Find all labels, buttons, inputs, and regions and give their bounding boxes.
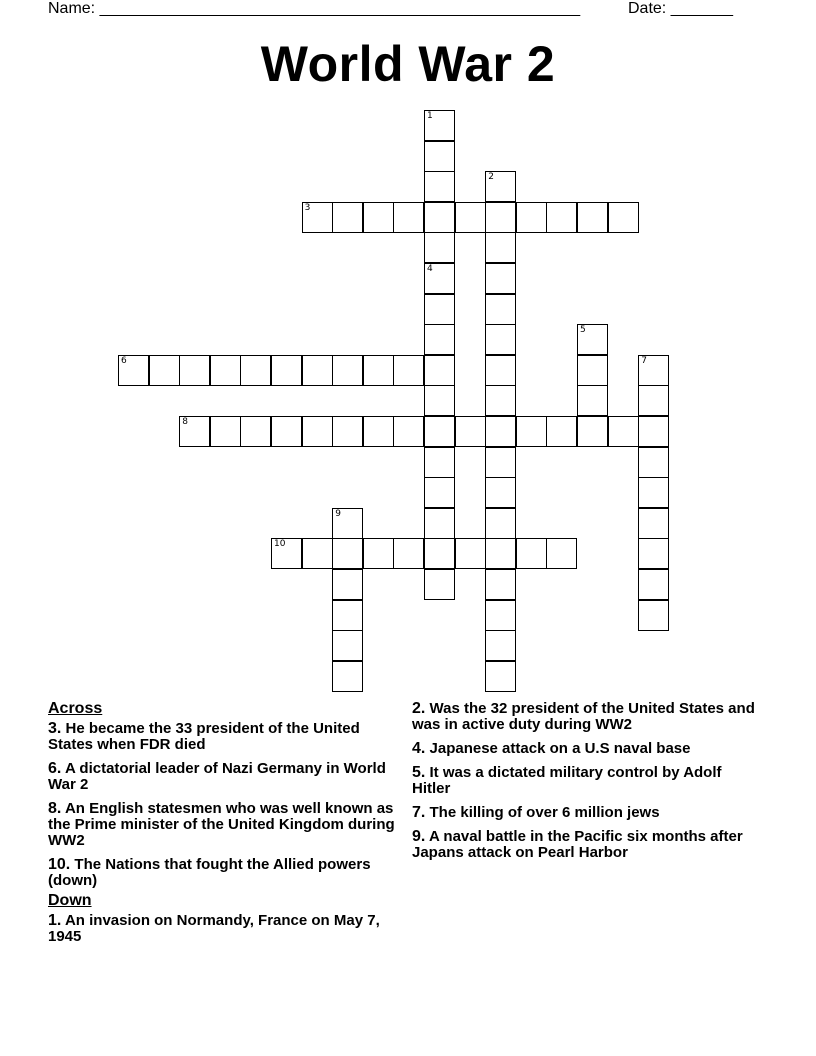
page-title: World War 2 bbox=[260, 36, 556, 92]
crossword-cell[interactable] bbox=[240, 416, 271, 447]
crossword-cell[interactable] bbox=[485, 477, 516, 508]
crossword-cell[interactable] bbox=[363, 416, 394, 447]
crossword-cell[interactable] bbox=[485, 355, 516, 386]
crossword-cell[interactable] bbox=[424, 110, 455, 141]
name-label: Name: bbox=[48, 0, 100, 17]
crossword-cell[interactable] bbox=[332, 508, 363, 539]
crossword-cell[interactable] bbox=[485, 569, 516, 600]
clue-number-label: 6 bbox=[121, 355, 127, 366]
clue-number-label: 10 bbox=[274, 539, 286, 550]
crossword-cell[interactable] bbox=[271, 355, 302, 386]
crossword-cell[interactable] bbox=[424, 141, 455, 172]
crossword-cell[interactable] bbox=[424, 355, 455, 386]
crossword-cell[interactable] bbox=[363, 202, 394, 233]
clue-down: 9. A naval battle in the Pacific six months after Japans attack on Pearl Harbor bbox=[412, 828, 743, 861]
crossword-cell[interactable] bbox=[393, 355, 424, 386]
crossword-cell[interactable] bbox=[638, 508, 669, 539]
crossword-cell[interactable] bbox=[546, 538, 577, 569]
date-label: Date: bbox=[628, 0, 671, 17]
crossword-cell[interactable] bbox=[332, 600, 363, 631]
crossword-cell[interactable] bbox=[455, 416, 486, 447]
crossword-cell[interactable] bbox=[577, 202, 608, 233]
crossword-cell[interactable] bbox=[577, 416, 608, 447]
clue-down: 7. The killing of over 6 million jews bbox=[412, 804, 660, 821]
crossword-cell[interactable] bbox=[638, 600, 669, 631]
crossword-cell[interactable] bbox=[424, 508, 455, 539]
crossword-cell[interactable] bbox=[332, 202, 363, 233]
crossword-cell[interactable] bbox=[485, 416, 516, 447]
clue-down: 1. An invasion on Normandy, France on May 7, 1945 bbox=[48, 912, 380, 945]
crossword-cell[interactable] bbox=[393, 538, 424, 569]
crossword-cell[interactable] bbox=[424, 324, 455, 355]
crossword-cell[interactable] bbox=[332, 416, 363, 447]
crossword-cell[interactable] bbox=[424, 263, 455, 294]
crossword-cell[interactable] bbox=[424, 294, 455, 325]
crossword-cell[interactable] bbox=[608, 202, 639, 233]
crossword-cell[interactable] bbox=[455, 202, 486, 233]
down-heading: Down bbox=[48, 892, 92, 909]
crossword-cell[interactable] bbox=[516, 202, 547, 233]
crossword-cell[interactable] bbox=[424, 416, 455, 447]
crossword-cell[interactable] bbox=[424, 569, 455, 600]
crossword-cell[interactable] bbox=[485, 202, 516, 233]
clue-across: 10. The Nations that fought the Allied powers (down) bbox=[48, 856, 371, 889]
name-blank[interactable]: ______________________________________________________ bbox=[99, 0, 581, 17]
crossword-cell[interactable] bbox=[424, 447, 455, 478]
crossword-cell[interactable] bbox=[363, 355, 394, 386]
crossword-cell[interactable] bbox=[363, 538, 394, 569]
clue-down: 2. Was the 32 president of the United States and was in active duty during WW2 bbox=[412, 700, 755, 733]
clue-down: 5. It was a dictated military control by Adolf Hitler bbox=[412, 764, 722, 797]
crossword-cell[interactable] bbox=[485, 538, 516, 569]
clues-left-column bbox=[48, 701, 398, 953]
crossword-cell[interactable] bbox=[393, 202, 424, 233]
crossword-cell[interactable] bbox=[424, 538, 455, 569]
crossword-cell[interactable] bbox=[546, 416, 577, 447]
crossword-cell[interactable] bbox=[302, 538, 333, 569]
crossword-cell[interactable] bbox=[332, 538, 363, 569]
crossword-cell[interactable] bbox=[149, 355, 180, 386]
clue-number-label: 2 bbox=[488, 172, 494, 183]
crossword-cell[interactable] bbox=[577, 385, 608, 416]
crossword-cell[interactable] bbox=[546, 202, 577, 233]
clue-across: 8. An English statesmen who was well known as the Prime minister of the United Kingdom during WW2 bbox=[48, 800, 395, 849]
crossword-cell[interactable] bbox=[516, 416, 547, 447]
crossword-cell[interactable] bbox=[485, 263, 516, 294]
crossword-cell[interactable] bbox=[485, 630, 516, 661]
clue-number-label: 8 bbox=[182, 417, 188, 427]
crossword-cell[interactable] bbox=[302, 416, 333, 447]
crossword-cell[interactable] bbox=[271, 538, 302, 569]
crossword-cell[interactable] bbox=[485, 661, 516, 692]
clues-right-column bbox=[412, 701, 762, 869]
crossword-cell[interactable] bbox=[424, 232, 455, 263]
across-heading: Across bbox=[48, 700, 103, 717]
crossword-cell[interactable] bbox=[424, 385, 455, 416]
clue-across: 3. He became the 33 president of the United States when FDR died bbox=[48, 720, 360, 753]
clue-down: 4. Japanese attack on a U.S naval base bbox=[412, 740, 691, 757]
crossword-cell[interactable] bbox=[485, 508, 516, 539]
crossword-cell[interactable] bbox=[332, 661, 363, 692]
date-blank[interactable]: _______ bbox=[670, 0, 733, 17]
crossword-cell[interactable] bbox=[332, 355, 363, 386]
crossword-cell[interactable] bbox=[577, 355, 608, 386]
crossword-cell[interactable] bbox=[424, 477, 455, 508]
crossword-cell[interactable] bbox=[485, 294, 516, 325]
clue-number-label: 3 bbox=[304, 202, 311, 213]
crossword-cell[interactable] bbox=[455, 538, 486, 569]
crossword-cell[interactable] bbox=[271, 416, 302, 447]
crossword-cell[interactable] bbox=[485, 600, 516, 631]
crossword-cell[interactable] bbox=[240, 355, 271, 386]
clue-number-label: 7 bbox=[641, 355, 647, 366]
crossword-cell[interactable] bbox=[638, 538, 669, 569]
crossword-cell[interactable] bbox=[638, 477, 669, 508]
clue-number-label: 4 bbox=[427, 264, 433, 274]
crossword-cell[interactable] bbox=[302, 355, 333, 386]
crossword-cell[interactable] bbox=[638, 569, 669, 600]
crossword-cell[interactable] bbox=[485, 232, 516, 263]
crossword-cell[interactable] bbox=[302, 202, 333, 233]
clue-number-label: 1 bbox=[427, 111, 433, 121]
crossword-cell[interactable] bbox=[118, 355, 149, 386]
crossword-cell[interactable] bbox=[485, 171, 516, 202]
crossword-cell[interactable] bbox=[332, 630, 363, 661]
crossword-cell[interactable] bbox=[424, 171, 455, 202]
crossword-cell[interactable] bbox=[393, 416, 424, 447]
crossword-cell[interactable] bbox=[485, 324, 516, 355]
crossword-cell[interactable] bbox=[577, 324, 608, 355]
crossword-cell[interactable] bbox=[210, 355, 241, 386]
clue-across: 6. A dictatorial leader of Nazi Germany in World War 2 bbox=[48, 760, 386, 793]
crossword-cell[interactable] bbox=[638, 416, 669, 447]
crossword-cell[interactable] bbox=[638, 385, 669, 416]
crossword-cell[interactable] bbox=[179, 416, 210, 447]
crossword-cell[interactable] bbox=[210, 416, 241, 447]
crossword-cell[interactable] bbox=[608, 416, 639, 447]
clue-number-label: 5 bbox=[580, 325, 586, 336]
crossword-cell[interactable] bbox=[638, 447, 669, 478]
crossword-cell[interactable] bbox=[179, 355, 210, 386]
clue-number-label: 9 bbox=[335, 508, 341, 519]
crossword-cell[interactable] bbox=[516, 538, 547, 569]
crossword-cell[interactable] bbox=[485, 385, 516, 416]
crossword-cell[interactable] bbox=[485, 447, 516, 478]
crossword-cell[interactable] bbox=[332, 569, 363, 600]
crossword-cell[interactable] bbox=[424, 202, 455, 233]
crossword-cell[interactable] bbox=[638, 355, 669, 386]
